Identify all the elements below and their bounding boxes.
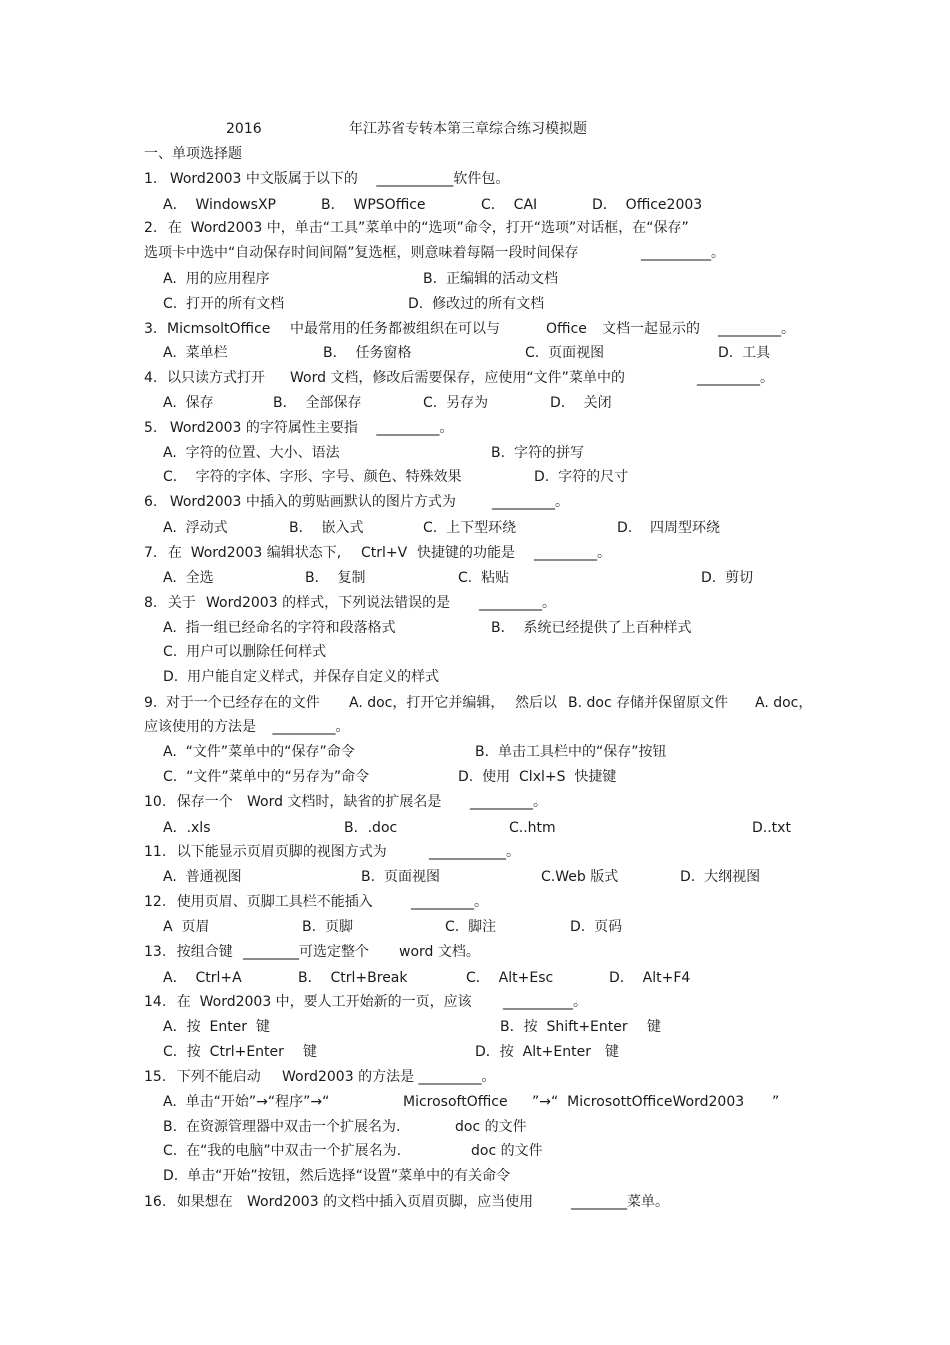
question-8: 8. 关于 xyxy=(144,595,196,611)
q3-option-d: D. 工具 xyxy=(718,345,771,361)
q2-option-b: B. 正编辑的活动文档 xyxy=(423,271,558,287)
question-15: 15. 下列不能启动 xyxy=(144,1069,261,1085)
q6-blank: _________。 xyxy=(492,494,569,510)
q14-option-b-key: 键 xyxy=(647,1019,661,1035)
q9-stem-e: A. doc， xyxy=(755,695,813,711)
q12-option-d: D. 页码 xyxy=(570,919,623,935)
q3-option-a: A. 菜单栏 xyxy=(163,345,228,361)
q5-option-a: A. 字符的位置、大小、语法 xyxy=(163,445,340,461)
q15-option-a-c: ”→“ MicrosottOfficeWord2003 xyxy=(532,1094,745,1110)
q7-blank: _________。 xyxy=(534,545,611,561)
q4-option-a: A. 保存 xyxy=(163,395,214,411)
question-12: 12. 使用页眉、页脚工具栏不能插入 xyxy=(144,894,373,910)
q6-option-c: C. 上下型环绕 xyxy=(423,520,517,536)
q5-option-b: B. 字符的拼写 xyxy=(491,445,584,461)
q13-option-c: C． Alt+Esc xyxy=(466,970,554,986)
q4-option-d: D． 关闭 xyxy=(550,395,612,411)
q10-option-a: A．.xls xyxy=(163,820,211,836)
q3-option-b: B． 任务窗格 xyxy=(323,345,412,361)
q5-option-d: D. 字符的尺寸 xyxy=(534,469,629,485)
q12-option-c: C. 脚注 xyxy=(445,919,497,935)
q11-option-a: A. 普通视图 xyxy=(163,869,242,885)
q11-blank: ___________。 xyxy=(429,844,520,860)
q9-stem-d: B. doc 存储并保留原文件 xyxy=(568,695,729,711)
question-9-cont: 应该使用的方法是 _________。 xyxy=(144,719,350,735)
q15-option-a-b: MicrosoftOffice xyxy=(403,1094,508,1110)
q4-stem-b: Word 文档，修改后需要保存，应使用“文件”菜单中的 xyxy=(290,370,625,386)
q7-option-d: D. 剪切 xyxy=(701,570,754,586)
q10-option-d: D..txt xyxy=(752,820,791,836)
q5-option-c: C． 字符的字体、字形、字号、颜色、特殊效果 xyxy=(163,469,462,485)
q7-stem-c: 快捷键的功能是 xyxy=(417,545,515,561)
question-16: 16. 如果想在 xyxy=(144,1194,233,1210)
question-11: 11. 以下能显示页眉页脚的视图方式为 xyxy=(144,844,387,860)
q12-blank: _________。 xyxy=(411,894,488,910)
question-2-cont: 选项卡中选中“自动保存时间间隔”复选框，则意味着每隔一段时间保存 __________。 xyxy=(144,245,725,261)
q1-option-d: D． Office2003 xyxy=(592,197,703,213)
q13-stem-c: word 文档。 xyxy=(399,944,480,960)
q9-option-a: A. “文件”菜单中的“保存”命令 xyxy=(163,744,355,760)
q15-option-b-ext: doc 的文件 xyxy=(455,1119,527,1135)
q9-stem-b: A. doc，打开它并编辑， xyxy=(349,695,505,711)
q16-stem-b: Word2003 的文档中插入页眉页脚，应当使用 xyxy=(247,1194,534,1210)
q9-option-b: B. 单击工具栏中的“保存”按钮 xyxy=(475,744,667,760)
q6-option-d: D. 四周型环绕 xyxy=(617,520,721,536)
q15-option-b: B. 在资源管理器中双击一个扩展名为. xyxy=(163,1119,401,1135)
q4-stem-a: 以只读方式打开 xyxy=(167,370,265,386)
q8-stem-b: Word2003 的样式，下列说法错误的是 xyxy=(206,595,451,611)
q14-option-c: C．按 Ctrl+Enter xyxy=(163,1044,284,1060)
q4-option-b: B． 全部保存 xyxy=(273,395,362,411)
section-heading: 一、单项选择题 xyxy=(144,146,242,162)
title-year: 2016 xyxy=(226,121,262,137)
q1-option-c: C． CAI xyxy=(481,197,538,213)
q8-option-c: C. 用户可以删除任何样式 xyxy=(163,644,327,660)
q3-option-c: C. 页面视图 xyxy=(525,345,605,361)
q7-option-a: A. 全选 xyxy=(163,570,214,586)
question-2: 2. 在 Word2003 中，单击“工具”菜单中的“选项”命令，打开“选项”对话框，在“保存” xyxy=(144,220,689,236)
q15-option-d: D. 单击“开始”按钮，然后选择“设置”菜单中的有关命令 xyxy=(163,1168,511,1184)
q13-stem-b: ________可选定整个 xyxy=(243,944,369,960)
q1-option-a: A． WindowsXP xyxy=(163,197,277,213)
q7-option-b: B． 复制 xyxy=(305,570,366,586)
q10-option-c: C..htm xyxy=(509,820,556,836)
q9-option-d: D. 使用 Clxl+S 快捷键 xyxy=(458,769,617,785)
q10-stem-b: Word 文档时，缺省的扩展名是 xyxy=(247,794,442,810)
q11-option-b: B. 页面视图 xyxy=(361,869,440,885)
q14-option-b: B．按 Shift+Enter xyxy=(500,1019,628,1035)
question-14: 14. 在 Word2003 中，要人工开始新的一页，应该 xyxy=(144,994,472,1010)
q6-option-a: A. 浮动式 xyxy=(163,520,228,536)
q8-option-d: D. 用户能自定义样式，并保存自定义的样式 xyxy=(163,669,440,685)
q2-option-c: C. 打开的所有文档 xyxy=(163,296,285,312)
q12-option-b: B. 页脚 xyxy=(302,919,353,935)
q7-option-c: C. 粘贴 xyxy=(458,570,510,586)
q15-option-a: A. 单击“开始”→“程序”→“ xyxy=(163,1094,330,1110)
q4-stem-c: _________。 xyxy=(697,370,774,386)
question-7: 7. 在 Word2003 编辑状态下, xyxy=(144,545,342,561)
q6-option-b: B． 嵌入式 xyxy=(289,520,364,536)
q7-stem-b: Ctrl+V xyxy=(361,545,408,561)
question-1: 1. Word2003 中文版属于以下的 ___________软件包。 xyxy=(144,171,510,187)
question-9: 9. 对于一个已经存在的文件 xyxy=(144,695,320,711)
q15-option-c-ext: doc 的文件 xyxy=(471,1143,543,1159)
question-5: 5. Word2003 的字符属性主要指 _________。 xyxy=(144,420,454,436)
q8-blank: _________。 xyxy=(479,595,556,611)
q14-blank: __________。 xyxy=(503,994,587,1010)
question-4: 4. xyxy=(144,370,158,386)
question-6: 6. Word2003 中插入的剪贴画默认的图片方式为 xyxy=(144,494,456,510)
q14-option-c-key: 键 xyxy=(303,1044,317,1060)
q2-option-a: A. 用的应用程序 xyxy=(163,271,270,287)
q16-blank: ________菜单。 xyxy=(571,1194,669,1210)
q13-option-d: D． Alt+F4 xyxy=(609,970,691,986)
q13-option-b: B． Ctrl+Break xyxy=(298,970,408,986)
question-13: 13. 按组合键 xyxy=(144,944,233,960)
q8-option-b: B． 系统已经提供了上百种样式 xyxy=(491,620,692,636)
q8-option-a: A. 指一组已经命名的字符和段落格式 xyxy=(163,620,396,636)
q15-option-a-d: ” xyxy=(772,1094,780,1110)
q14-option-a: A．按 Enter 键 xyxy=(163,1019,270,1035)
q3-stem-e: _________。 xyxy=(718,321,795,337)
page-title: 年江苏省专转本第三章综合练习模拟题 xyxy=(349,121,587,137)
question-10: 10. 保存一个 xyxy=(144,794,233,810)
q14-option-d-key: 键 xyxy=(605,1044,619,1060)
q10-option-b: B．.doc xyxy=(344,820,398,836)
q1-option-b: B． WPSOffice xyxy=(321,197,426,213)
q3-stem-b: 中最常用的任务都被组织在可以与 xyxy=(290,321,500,337)
question-3: 3. xyxy=(144,321,158,337)
q11-option-d: D. 大纲视图 xyxy=(680,869,761,885)
q15-option-c: C. 在“我的电脑”中双击一个扩展名为. xyxy=(163,1143,402,1159)
q12-option-a: A 页眉 xyxy=(163,919,210,935)
q10-blank: _________。 xyxy=(470,794,547,810)
q3-stem-d: 文档一起显示的 xyxy=(602,321,700,337)
q2-option-d: D. 修改过的所有文档 xyxy=(408,296,545,312)
q11-option-c: C.Web 版式 xyxy=(541,869,619,885)
q9-option-c: C. “文件”菜单中的“另存为”命令 xyxy=(163,769,370,785)
q14-option-d: D．按 Alt+Enter xyxy=(475,1044,591,1060)
q15-stem-b: Word2003 的方法是 _________。 xyxy=(282,1069,496,1085)
q4-option-c: C. 另存为 xyxy=(423,395,489,411)
q13-option-a: A． Ctrl+A xyxy=(163,970,242,986)
q3-stem-a: MicmsoltOffice xyxy=(167,321,271,337)
q9-stem-c: 然后以 xyxy=(515,695,557,711)
q3-stem-c: Office xyxy=(546,321,587,337)
